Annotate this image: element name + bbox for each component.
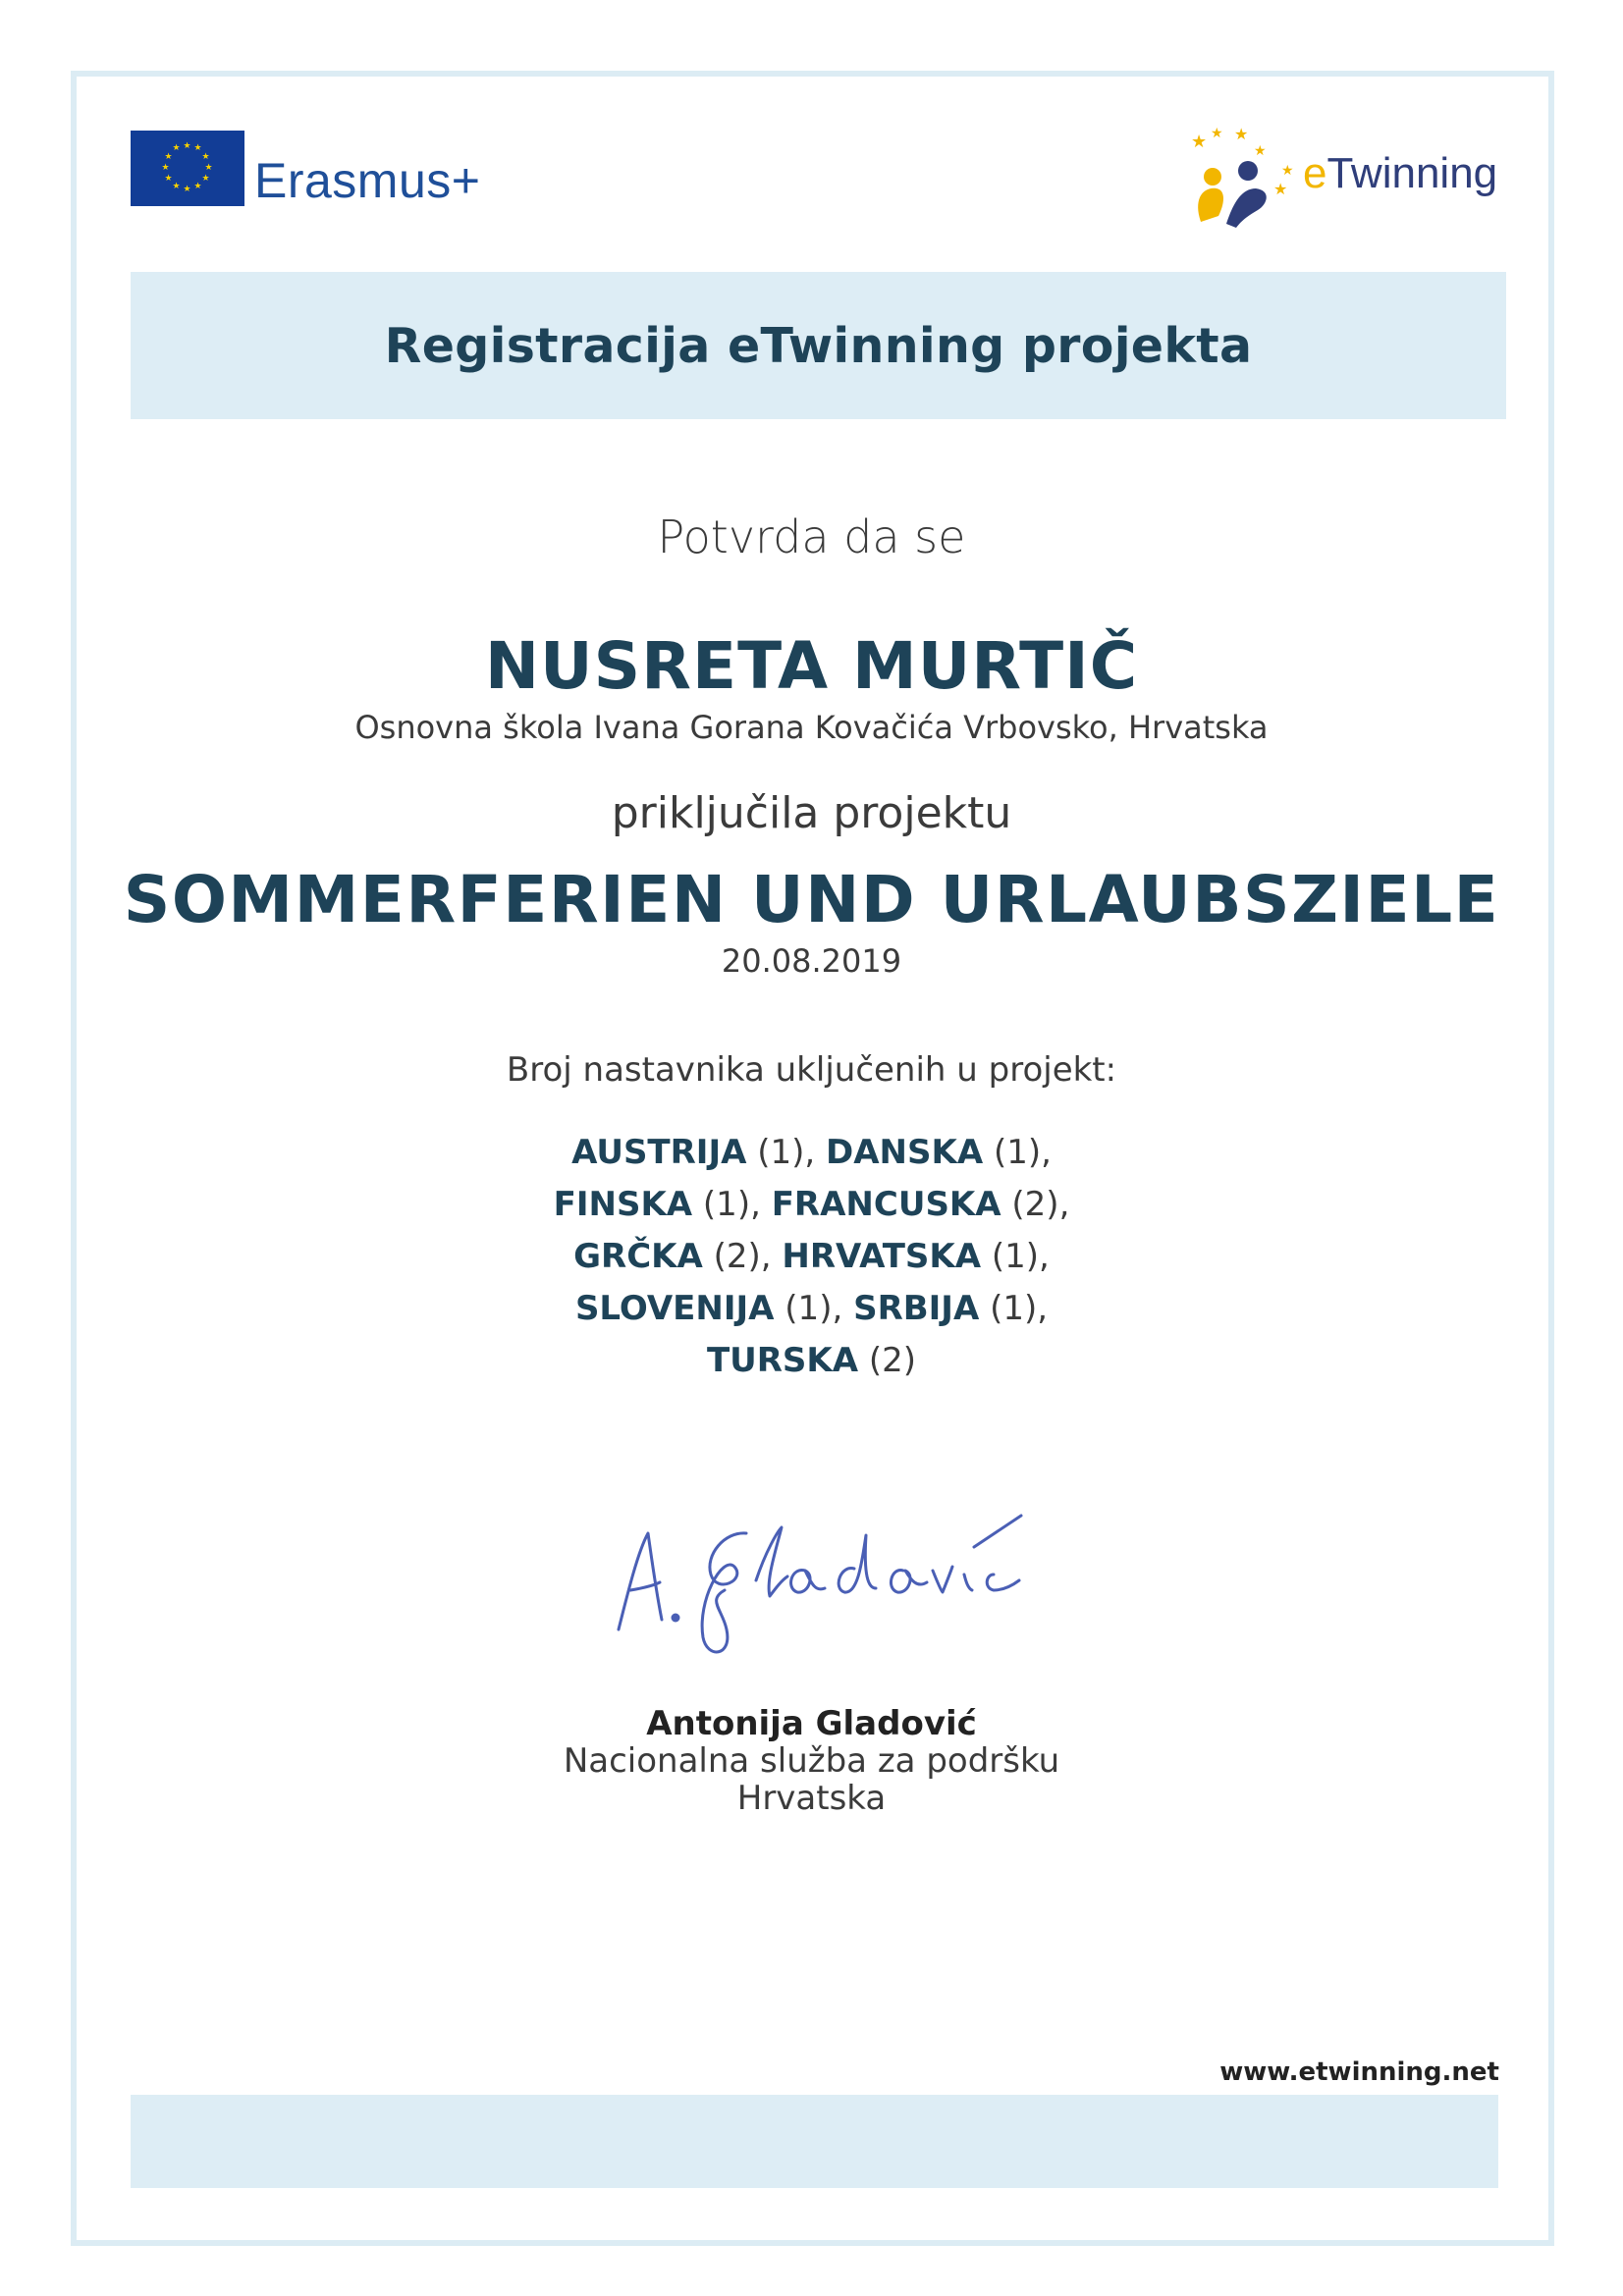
eu-star-icon: ★ — [201, 151, 210, 162]
svg-text:★: ★ — [1273, 180, 1288, 198]
project-title: SOMMERFERIEN UND URLAUBSZIELE — [123, 862, 1500, 937]
countries-list — [0, 1127, 1623, 1387]
eu-star-icon: ★ — [193, 181, 202, 191]
confirmation-lead: Potvrda da se — [657, 510, 966, 563]
header-band — [131, 272, 1506, 419]
erasmus-logo-text: Erasmus+ — [254, 153, 481, 208]
country-name: DANSKA — [826, 1133, 984, 1172]
etwinning-figure-icon — [1183, 126, 1301, 234]
footer-band — [131, 2095, 1498, 2188]
erasmus-logo — [131, 131, 481, 208]
country-count: (2), — [702, 1237, 783, 1276]
country-name: SLOVENIJA — [574, 1289, 775, 1328]
eu-star-icon: ★ — [161, 162, 170, 173]
eu-star-icon: ★ — [193, 143, 202, 154]
country-count: (2) — [858, 1341, 917, 1380]
signer-name: Antonija Gladović — [646, 1704, 977, 1743]
country-name: AUSTRIJA — [571, 1133, 747, 1172]
svg-text:★: ★ — [1234, 126, 1249, 143]
svg-text:★: ★ — [1254, 143, 1267, 159]
countries-line — [0, 1335, 1623, 1387]
country-count: (1), — [983, 1133, 1052, 1172]
country-count: (1), — [774, 1289, 854, 1328]
countries-line — [0, 1127, 1623, 1179]
eu-star-icon: ★ — [172, 181, 181, 191]
signer-organization: Nacionalna služba za podršku — [563, 1741, 1060, 1781]
teacher-name: NUSRETA MURTIČ — [484, 628, 1139, 704]
country-name: HRVATSKA — [782, 1237, 982, 1276]
countries-line — [0, 1231, 1623, 1283]
page-title: Registracija eTwinning projekta — [384, 317, 1253, 374]
etwinning-logo-text: eTwinning — [1303, 149, 1498, 197]
etwinning-logo — [1183, 126, 1507, 234]
teachers-label: Broj nastavnika uključenih u projekt: — [506, 1050, 1117, 1090]
svg-text:★: ★ — [1191, 132, 1208, 152]
eu-star-icon: ★ — [183, 184, 191, 194]
eu-star-icon: ★ — [164, 151, 173, 162]
country-count: (1), — [692, 1185, 772, 1224]
country-count: (1), — [746, 1133, 827, 1172]
joined-text: priključila projektu — [611, 788, 1012, 838]
countries-line — [0, 1179, 1623, 1231]
registration-date: 20.08.2019 — [721, 942, 902, 980]
countries-line — [0, 1283, 1623, 1335]
signer-country: Hrvatska — [736, 1779, 887, 1818]
country-name: TURSKA — [706, 1341, 859, 1380]
eu-star-icon: ★ — [172, 143, 181, 154]
eu-star-icon: ★ — [204, 162, 213, 173]
country-name: GRČKA — [573, 1237, 703, 1276]
school-name: Osnovna škola Ivana Gorana Kovačića Vrbovsko, Hrvatska — [354, 709, 1269, 746]
country-name: FRANCUSKA — [771, 1185, 1001, 1224]
country-name: SRBIJA — [853, 1289, 980, 1328]
eu-star-icon: ★ — [164, 173, 173, 184]
handwritten-signature — [609, 1472, 1041, 1669]
eu-star-icon: ★ — [201, 173, 210, 184]
svg-text:★: ★ — [1281, 163, 1294, 179]
country-name: FINSKA — [553, 1185, 693, 1224]
website-link[interactable]: www.etwinning.net — [1219, 2057, 1499, 2087]
country-count: (1), — [979, 1289, 1049, 1328]
country-count: (2), — [1001, 1185, 1070, 1224]
eu-star-icon: ★ — [183, 140, 191, 151]
country-count: (1), — [981, 1237, 1050, 1276]
svg-text:★: ★ — [1211, 126, 1223, 141]
eu-flag-icon — [131, 131, 244, 206]
